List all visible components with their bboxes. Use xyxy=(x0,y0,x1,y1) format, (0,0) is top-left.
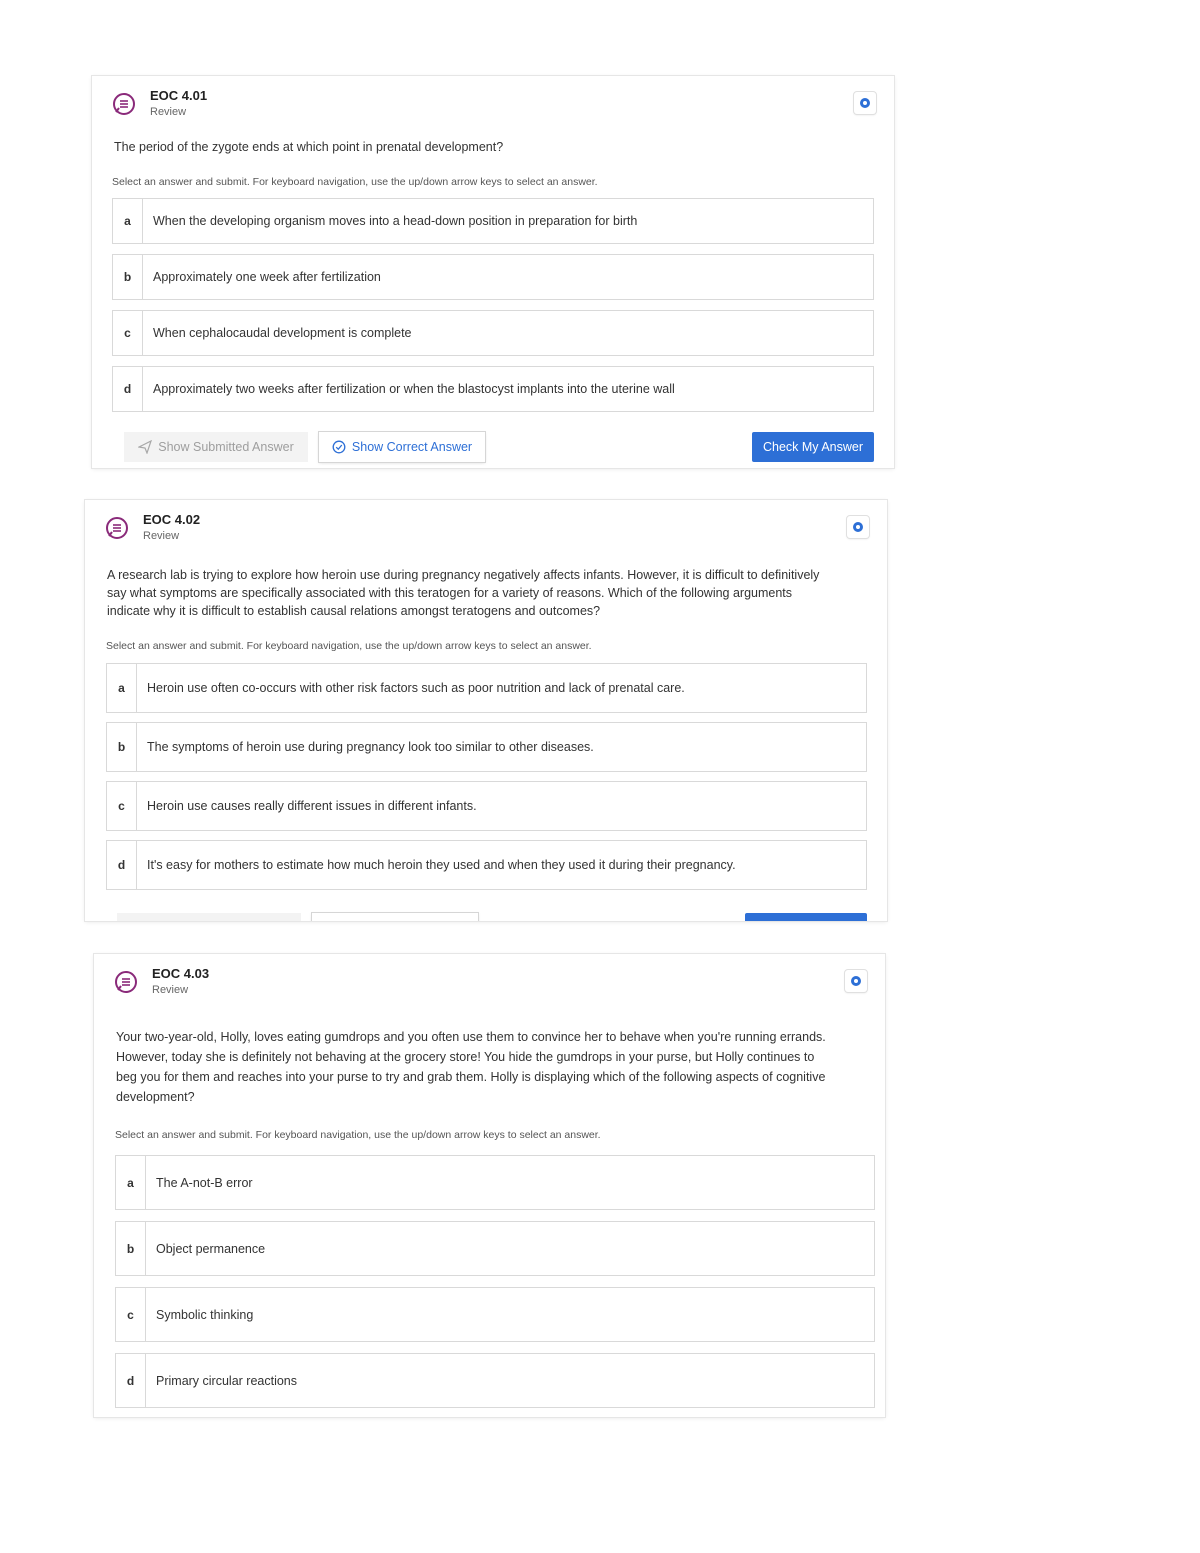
card-header xyxy=(92,76,894,126)
question-subtitle: Review xyxy=(143,530,180,542)
option-letter: c xyxy=(116,1288,146,1341)
question-code: EOC 4.01 xyxy=(150,88,208,103)
option-text: The A-not-B error xyxy=(156,1175,253,1190)
option-text: Symbolic thinking xyxy=(156,1307,254,1322)
question-list-icon xyxy=(114,970,138,994)
answer-option-c[interactable] xyxy=(112,310,874,356)
answer-option-c[interactable] xyxy=(115,1287,875,1342)
question-subtitle: Review xyxy=(152,984,189,996)
answer-option-d[interactable] xyxy=(112,366,874,412)
question-prompt xyxy=(107,566,877,620)
option-text: Primary circular reactions xyxy=(156,1373,298,1388)
answer-option-d[interactable] xyxy=(106,840,867,890)
option-text: Approximately one week after fertilization xyxy=(153,270,381,284)
settings-button[interactable] xyxy=(845,970,867,992)
question-list-icon xyxy=(112,92,136,116)
show-submitted-answer-button[interactable] xyxy=(124,432,308,462)
option-letter: d xyxy=(116,1354,146,1407)
question-prompt xyxy=(116,1027,876,1107)
gear-icon xyxy=(853,522,863,532)
option-letter: b xyxy=(116,1222,146,1275)
instructions: Select an answer and submit. For keyboard navigation, use the up/down arrow keys to select an answer. xyxy=(106,640,592,652)
option-letter: a xyxy=(113,199,143,243)
question-prompt xyxy=(114,138,874,156)
prompt-line: say what symptoms are specifically associated with this teratogen for a variety of reasons. Which of the following arguments xyxy=(107,586,793,600)
paper-plane-icon xyxy=(138,440,152,454)
option-text: Heroin use causes really different issues in different infants. xyxy=(147,799,477,813)
answer-options xyxy=(115,1155,875,1408)
question-code: EOC 4.02 xyxy=(143,512,201,527)
instructions: Select an answer and submit. For keyboard navigation, use the up/down arrow keys to select an answer. xyxy=(112,176,598,188)
question-code: EOC 4.03 xyxy=(152,966,210,981)
option-text: It's easy for mothers to estimate how much heroin they used and when they used it during their pregnancy. xyxy=(147,858,736,872)
answer-option-b[interactable] xyxy=(106,722,867,772)
prompt-line: However, today she is definitely not behaving at the grocery store! You hide the gumdrops in your purse, but Holly continues to xyxy=(116,1050,815,1064)
show-correct-answer-button[interactable] xyxy=(312,913,478,921)
settings-button[interactable] xyxy=(847,516,869,538)
card-header xyxy=(94,954,885,1004)
action-buttons xyxy=(92,432,894,464)
option-letter: c xyxy=(107,782,137,830)
button-label: Show Correct Answer xyxy=(351,440,473,454)
answer-option-a[interactable] xyxy=(115,1155,875,1210)
answer-option-a[interactable] xyxy=(112,198,874,244)
question-card-1 xyxy=(92,76,894,468)
answer-option-b[interactable] xyxy=(112,254,874,300)
option-letter: a xyxy=(107,664,137,712)
question-card-3 xyxy=(94,954,885,1417)
action-buttons xyxy=(85,913,887,921)
button-label: Show Submitted Answer xyxy=(158,440,294,454)
answer-option-b[interactable] xyxy=(115,1221,875,1276)
option-text: Object permanence xyxy=(156,1241,266,1256)
option-letter: a xyxy=(116,1156,146,1209)
card-header xyxy=(85,500,887,550)
option-letter: c xyxy=(113,311,143,355)
prompt-line: The period of the zygote ends at which point in prenatal development? xyxy=(114,140,504,154)
check-circle-icon xyxy=(332,440,346,454)
settings-button[interactable] xyxy=(854,92,876,114)
option-text: The symptoms of heroin use during pregnancy look too similar to other diseases. xyxy=(147,740,594,754)
gear-icon xyxy=(860,98,870,108)
prompt-line: indicate why it is difficult to establish causal relations amongst teratogens and outcomes? xyxy=(107,604,601,618)
option-text: When cephalocaudal development is complete xyxy=(153,326,412,340)
option-letter: d xyxy=(107,841,137,889)
prompt-line: A research lab is trying to explore how heroin use during pregnancy negatively affects infants. However, it is difficult to definitively xyxy=(107,568,820,582)
answer-option-a[interactable] xyxy=(106,663,867,713)
check-my-answer-button[interactable]: Check My Answer xyxy=(752,432,874,462)
question-list-icon xyxy=(105,516,129,540)
option-text: Heroin use often co-occurs with other risk factors such as poor nutrition and lack of prenatal care. xyxy=(147,681,685,695)
prompt-line: development? xyxy=(116,1090,195,1104)
check-my-answer-button[interactable] xyxy=(745,913,867,921)
show-submitted-answer-button[interactable] xyxy=(117,913,301,921)
show-correct-answer-button[interactable] xyxy=(319,432,485,462)
answer-option-c[interactable] xyxy=(106,781,867,831)
answer-options xyxy=(106,663,867,890)
question-card-2 xyxy=(85,500,887,921)
answer-options xyxy=(112,198,874,412)
prompt-line: beg you for them and reaches into your purse to try and grab them. Holly is displaying which of the following aspects of cognitive xyxy=(116,1070,826,1084)
prompt-line: Your two-year-old, Holly, loves eating gumdrops and you often use them to convince her to behave when you're running errands. xyxy=(116,1030,826,1044)
option-letter: b xyxy=(113,255,143,299)
instructions: Select an answer and submit. For keyboard navigation, use the up/down arrow keys to select an answer. xyxy=(115,1129,601,1141)
option-letter: b xyxy=(107,723,137,771)
option-text: Approximately two weeks after fertilization or when the blastocyst implants into the uterine wall xyxy=(153,382,675,396)
option-letter: d xyxy=(113,367,143,411)
question-subtitle: Review xyxy=(150,106,187,118)
gear-icon xyxy=(851,976,861,986)
answer-option-d[interactable] xyxy=(115,1353,875,1408)
option-text: When the developing organism moves into a head-down position in preparation for birth xyxy=(153,214,638,228)
